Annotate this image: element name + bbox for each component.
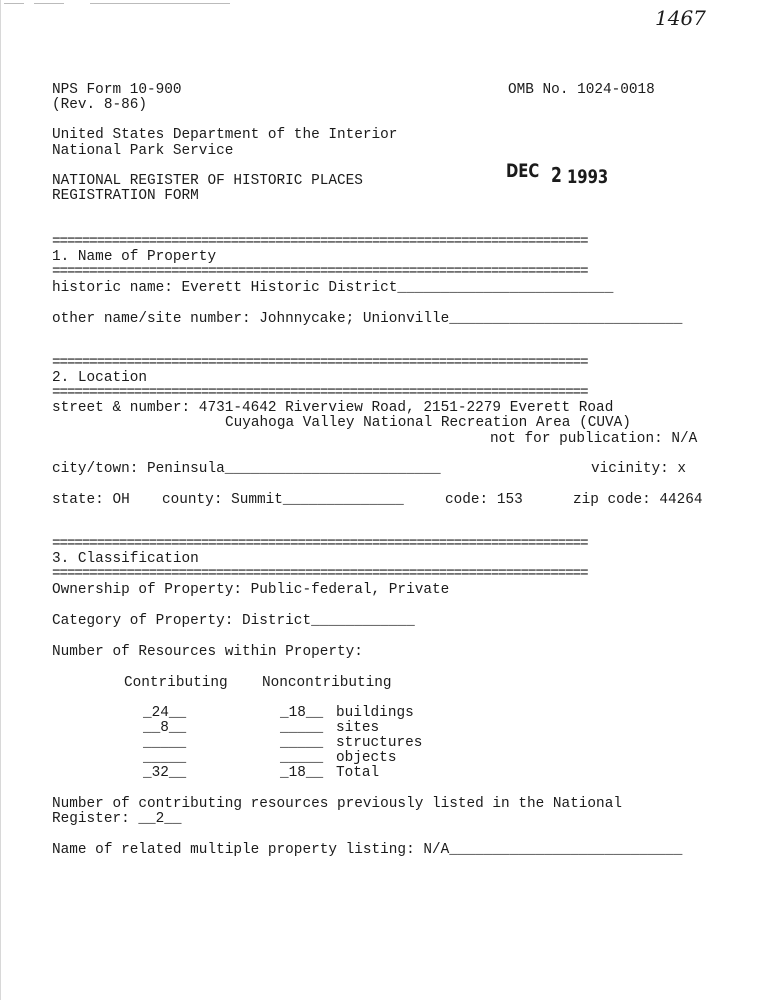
street-number: street & number: 4731-4642 Riverview Road, 2151-2279 Everett Road [52,400,614,416]
scan-mark [90,3,230,4]
form-title-line2: REGISTRATION FORM [52,188,199,204]
other-name-site-number: other name/site number: Johnnycake; Unionville___________________________ [52,311,683,327]
separator: ======================================================================== [52,355,588,371]
contributing-column-header: Contributing [124,675,228,691]
section3-title: 3. Classification [52,551,199,567]
noncontributing-count: _____ [280,735,324,751]
date-stamp-month: DEC [506,160,540,182]
noncontributing-total: _18__ [280,765,324,781]
contributing-count: __8__ [143,720,187,736]
form-title-line1: NATIONAL REGISTER OF HISTORIC PLACES [52,173,363,189]
zip-code: zip code: 44264 [573,492,703,508]
previously-listed-line2: Register: __2__ [52,811,182,827]
noncontributing-column-header: Noncontributing [262,675,392,691]
page-edge [0,0,1,1000]
contributing-count: _24__ [143,705,187,721]
date-stamp-day: 2 [551,163,562,187]
contributing-count: _____ [143,735,187,751]
category-of-property: Category of Property: District____________ [52,613,415,629]
scan-mark [4,3,24,4]
not-for-publication: not for publication: N/A [490,431,698,447]
county: county: Summit______________ [162,492,404,508]
city-town: city/town: Peninsula_________________________ [52,461,441,477]
contributing-total: _32__ [143,765,187,781]
agency-line1: United States Department of the Interior [52,127,398,143]
separator: ======================================================================== [52,385,588,401]
vicinity: vicinity: x [591,461,686,477]
noncontributing-count: _____ [280,720,324,736]
separator: ======================================================================== [52,234,588,250]
section1-title: 1. Name of Property [52,249,217,265]
ownership-of-property: Ownership of Property: Public-federal, Private [52,582,450,598]
agency-line2: National Park Service [52,143,234,159]
noncontributing-count: _____ [280,750,324,766]
date-stamp-year: 1993 [567,166,609,188]
state: state: OH [52,492,130,508]
contributing-count: _____ [143,750,187,766]
county-code: code: 153 [445,492,523,508]
resource-type: structures [336,735,423,751]
noncontributing-count: _18__ [280,705,324,721]
resource-type: buildings [336,705,414,721]
historic-name: historic name: Everett Historic District_________________________ [52,280,614,296]
scan-mark [34,3,64,4]
resource-type-total: Total [336,765,380,781]
street-number-line2: Cuyahoga Valley National Recreation Area (CUVA) [225,415,631,431]
section2-title: 2. Location [52,370,147,386]
form-revision: (Rev. 8-86) [52,97,147,113]
separator: ======================================================================== [52,264,588,280]
previously-listed-line1: Number of contributing resources previously listed in the National [52,796,622,812]
resource-type: objects [336,750,397,766]
resource-type: sites [336,720,380,736]
omb-number: OMB No. 1024-0018 [508,82,655,98]
related-multiple-property-listing: Name of related multiple property listing: N/A___________________________ [52,842,683,858]
form-id: NPS Form 10-900 [52,82,182,98]
separator: ======================================================================== [52,566,588,582]
handwritten-page-number: 1467 [655,6,706,30]
separator: ======================================================================== [52,536,588,552]
number-of-resources-heading: Number of Resources within Property: [52,644,363,660]
